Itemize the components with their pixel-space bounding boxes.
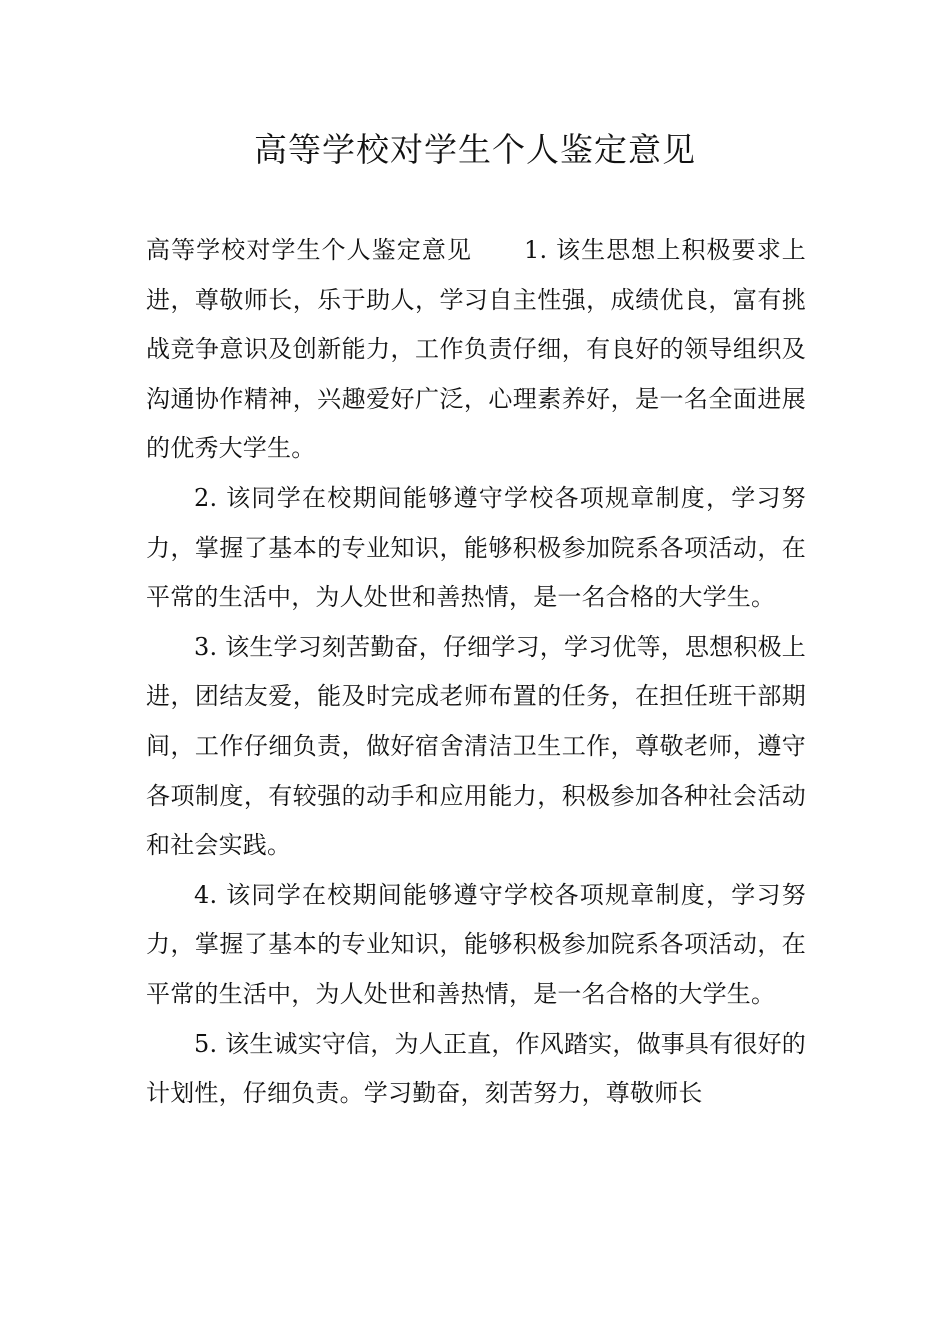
paragraph-1-text: 1. 该生思想上积极要求上进，尊敬师长，乐于助人，学习自主性强，成绩优良，富有挑战竞争意识及创新能力，工作负责仔细，有良好的领导组织及沟通协作精神，兴趣爱好广泛，心理素养好，是一名全面进展的优秀大学生。 [146, 236, 806, 463]
document-title: 高等学校对学生个人鉴定意见 [254, 130, 696, 169]
paragraph-3: 3. 该生学习刻苦勤奋，仔细学习，学习优等，思想积极上进，团结友爱，能及时完成老师布置的任务，在担任班干部期间，工作仔细负责，做好宿舍清洁卫生工作，尊敬老师，遵守各项制度，有较强的动手和应用能力，积极参加各种社会活动和社会实践。 [146, 632, 806, 860]
paragraph-5: 5. 该生诚实守信，为人正直，作风踏实，做事具有很好的计划性，仔细负责。学习勤奋，刻苦努力，尊敬师长 [146, 1029, 806, 1108]
paragraph-4: 4. 该同学在校期间能够遵守学校各项规章制度，学习努力，掌握了基本的专业知识，能够积极参加院系各项活动，在平常的生活中，为人处世和善热情，是一名合格的大学生。 [146, 880, 806, 1008]
lead-heading: 高等学校对学生个人鉴定意见 [146, 236, 473, 264]
paragraph-2: 2. 该同学在校期间能够遵守学校各项规章制度，学习努力，掌握了基本的专业知识，能够积极参加院系各项活动，在平常的生活中，为人处世和善热情，是一名合格的大学生。 [146, 483, 806, 612]
paragraph-1 [146, 226, 806, 474]
document-body [146, 226, 806, 1119]
